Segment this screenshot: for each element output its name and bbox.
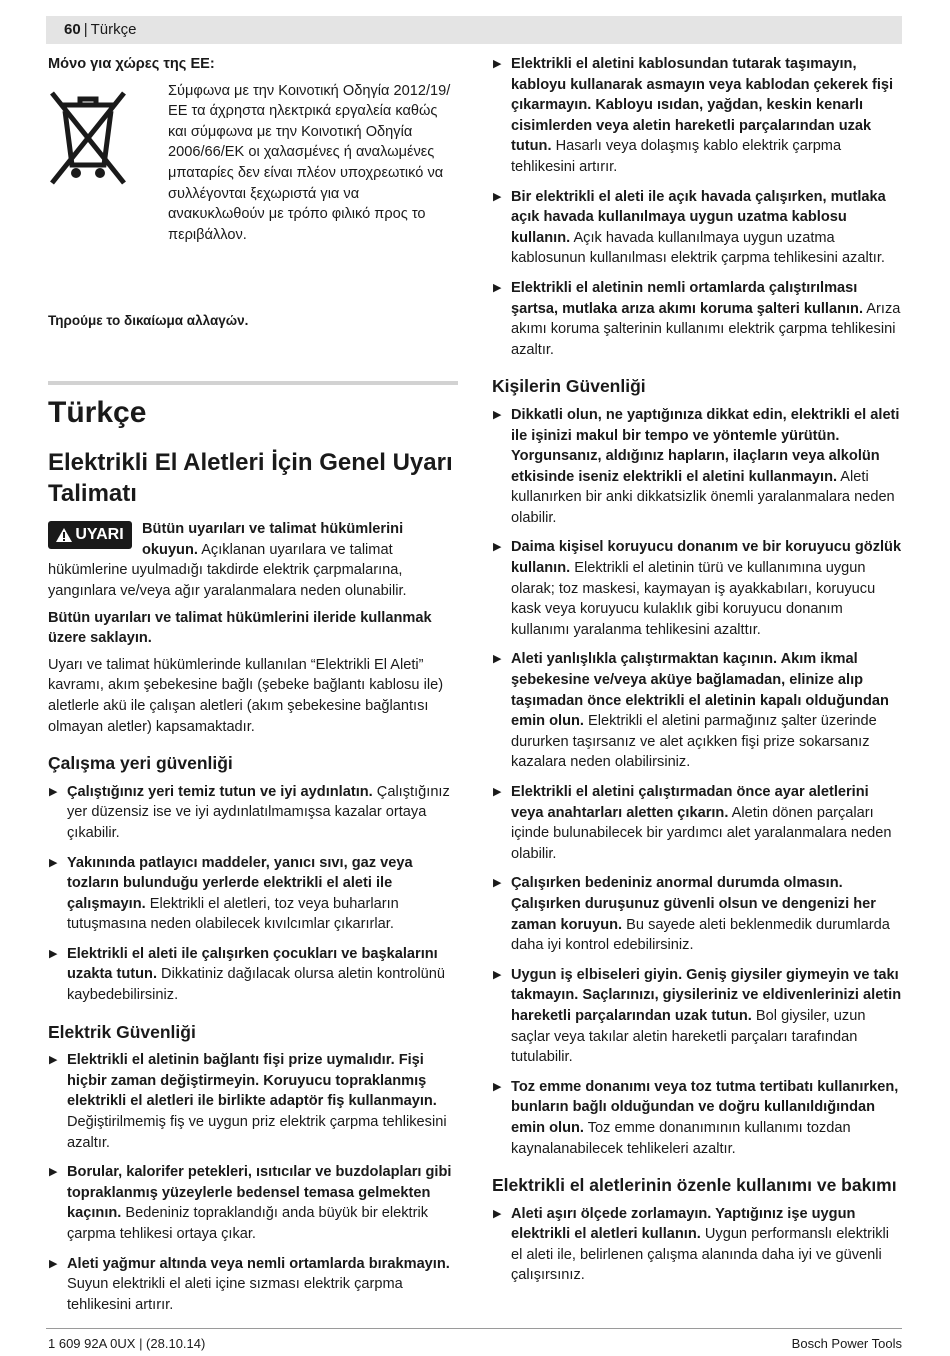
- personal-safety-heading: Kişilerin Güvenliği: [492, 376, 646, 397]
- item-bold: Elektrikli el aletini çalıştırmadan önce ayar aletlerini veya anahtarları aletten çıkarın.: [511, 784, 869, 821]
- bullet-arrow-icon: ▶: [49, 947, 58, 960]
- item-bold: Elektrikli el aletini kablosundan tutarak taşımayın, kabloyu kullanarak asmayın veya kablodan çekerek fişi çıkarmayın. Kabloyu ısıdan, yağdan, keskin kenarlı cisimlerden veya aletin hareketli parçalarından uzak tutun.: [511, 56, 894, 155]
- list-item: [48, 782, 458, 844]
- item-text: Aleti kullanırken bir anki dikkatsizlik önemli yaralanmalara neden olabilir.: [511, 468, 895, 526]
- item-text: Bu sayede aleti beklenmedik durumlarda daha iyi kontrol edebilirsiniz.: [511, 916, 890, 954]
- bullet-arrow-icon: ▶: [493, 58, 502, 70]
- list-item: [492, 873, 902, 955]
- item-bold: Borular, kalorifer petekleri, ısıtıcılar ve buzdolapları gibi topraklanmış yüzeylerle bedensel temasa gelmekten kaçının.: [67, 1164, 452, 1222]
- item-bold: Bir elektrikli el aleti ile açık havada çalışırken, mutlaka açık havada kullanılmaya uygun uzatma kablosu kullanın.: [511, 188, 886, 246]
- bullet-arrow-icon: ▶: [49, 856, 58, 869]
- list-item: [48, 944, 458, 1006]
- list-item: [48, 853, 458, 935]
- bullet-arrow-icon: ▶: [493, 190, 502, 203]
- item-bold: Aleti yanlışlıkla çalıştırmaktan kaçının. Akım ikmal şebekesine ve/veya aküye bağlamadan, elinize alıp taşımadan önce elektrikli el aletinin kapalı olduğundan emin olun.: [511, 651, 889, 730]
- crossed-out-bin-icon: [48, 83, 128, 193]
- electrical-list: [48, 1050, 458, 1315]
- list-item: [48, 1254, 458, 1316]
- item-text: Elektrikli el aletini parmağınız şalter üzerinde dururken taşırsanız ve alet açıkken fişi prize sokarsanız kazalara neden olabilirsiniz.: [511, 713, 877, 771]
- item-text: Bedeniniz topraklandığı anda büyük bir elektrik çarpma tehlikesi ortaya çıkar.: [67, 1205, 428, 1242]
- item-bold: Uygun iş elbiseleri giyin. Geniş giysiler giymeyin ve takı takmayın. Saçlarınızı, giysileriniz ve eldivenlerinizi aletin hareketli parçalarından uzak tutun.: [511, 966, 902, 1024]
- page-number: 60: [64, 21, 81, 38]
- item-bold: Elektrikli el aleti ile çalışırken çocukları ve başkalarını uzakta tutun.: [67, 945, 438, 983]
- definition-paragraph: Uyarı ve talimat hükümlerinde kullanılan “Elektrikli El Aleti” kavramı, akım şebekesine bağlı (şebeke bağlantı kablosu ile) aletlerle akü ile çalışan aletleri (akım şebekesine bağlantısı olmayan aletler) kapsamaktadır.: [48, 656, 444, 735]
- bullet-arrow-icon: ▶: [49, 1054, 58, 1067]
- item-text: Elektrikli el aletleri, toz veya buharların tutuşmasına neden olabilecek kıvılcımlar çıkarırlar.: [67, 895, 399, 933]
- bullet-arrow-icon: ▶: [493, 968, 502, 981]
- keep-instructions: Bütün uyarıları ve talimat hükümlerini ileride kullanmak üzere saklayın.: [48, 609, 432, 647]
- work-area-list: [48, 782, 458, 1006]
- list-item: [48, 1162, 458, 1244]
- work-area-heading: Çalışma yeri güvenliği: [48, 753, 233, 774]
- list-item: [492, 1204, 902, 1286]
- bullet-arrow-icon: ▶: [493, 786, 502, 798]
- tool-care-heading: Elektrikli el aletlerinin özenle kullanımı ve bakımı: [492, 1175, 897, 1196]
- section-divider: [48, 381, 458, 385]
- warning-text: Açıklanan uyarılara ve talimat hükümlerine uyulmadığı takdirde elektrik çarpmalarına, yangınlara ve/veya ağır yaralanmalara neden olunabilir.: [48, 541, 407, 599]
- item-text: Çalıştığınız yer düzensiz ise ve iyi aydınlatılmamışsa kazalar ortaya çıkabilir.: [67, 783, 450, 841]
- header-separator: |: [83, 21, 88, 38]
- item-text: Aletin dönen parçaları içinde bulunabilecek bir yardımcı alet yaralanmalara neden olabilir.: [511, 804, 892, 862]
- item-bold: Dikkatli olun, ne yaptığınıza dikkat edin, elektrikli el aleti ile işinizi makul bir tempo ve yöntemle yürütün. Yorgunsanız, aldığınız hapların, ilaçların veya alkolün etkisinde iseniz elektrikli el aletini kullanmayın.: [511, 406, 900, 485]
- list-item: [492, 965, 902, 1068]
- language-title: Türkçe: [48, 396, 147, 430]
- item-bold: Daima kişisel koruyucu donanım ve bir koruyucu gözlük kullanın.: [511, 539, 902, 577]
- item-text: Toz emme donanımının kullanımı tozdan kaynalanabilecek tehlikeleri azaltır.: [511, 1119, 851, 1157]
- item-text: Değiştirilmemiş fiş ve uygun priz elektrik çarpma tehlikesini azaltır.: [67, 1114, 447, 1151]
- personal-safety-list: [492, 405, 902, 1159]
- item-text: Suyun elektrikli el aleti içine sızması elektrik çarpma tehlikesini artırır.: [67, 1276, 403, 1313]
- bullet-arrow-icon: ▶: [493, 408, 502, 421]
- list-item: [492, 649, 902, 773]
- item-bold: Elektrikli el aletinin nemli ortamlarda çalıştırılması şartsa, mutlaka arıza akımı koruma şalteri kullanın.: [511, 279, 864, 317]
- weee-text: Σύμφωνα με την Κοινοτική Οδηγία 2012/19/ΕΕ τα άχρηστα ηλεκτρικά εργαλεία καθώς και σύμφωνα με την Κοινοτική Οδηγία 2006/66/ΕΚ οι χαλασμένες ή αναλωμένες μπαταρίες δεν είναι πλέον υποχρεωτικό να συλλέγονται ξεχωριστά για να ανακυκλωθούν με τρόπο φιλικό προς το περιβάλλον.: [168, 82, 451, 243]
- bullet-arrow-icon: ▶: [493, 877, 502, 890]
- page-header: [46, 16, 902, 44]
- rights-reserved-note: Τηρούμε το δικαίωμα αλλαγών.: [48, 312, 249, 328]
- item-bold: Aleti yağmur altında veya nemli ortamlarda bırakmayın.: [67, 1255, 450, 1272]
- item-text: Hasarlı veya dolaşmış kablo elektrik çarpma tehlikesini artırır.: [511, 138, 842, 175]
- list-item: [492, 537, 902, 640]
- list-item: [48, 1050, 458, 1153]
- item-text: Elektrikli el aletinin türü ve kullanımına uygun olarak; toz maskesi, kaymayan iş ayakkabıları, koruyucu kask veya koruyucu kulaklık gibi koruyucu donanım kullanımı yaralanma tehlikesini azalttır.: [511, 560, 876, 638]
- list-item: [492, 1077, 902, 1159]
- list-item: [492, 54, 902, 178]
- footer-divider: [46, 1328, 902, 1329]
- item-text: Uygun performanslı elektrikli el aleti ile, belirlenen çalışma alanında daha iyi ve güvenli çalışırsınız.: [511, 1226, 889, 1284]
- warning-bold: Bütün uyarıları ve talimat hükümlerini okuyun.: [142, 521, 404, 558]
- item-bold: Yakınında patlayıcı maddeler, yanıcı sıvı, gaz veya tozların bulunduğu yerlerde elektrikli el aleti ile çalışmayın.: [67, 854, 413, 912]
- warning-triangle-icon: [56, 528, 72, 542]
- footer-doc-code: 1 609 92A 0UX | (28.10.14): [48, 1336, 206, 1351]
- bullet-arrow-icon: ▶: [49, 1166, 58, 1179]
- bullet-arrow-icon: ▶: [49, 1257, 58, 1270]
- list-item: [492, 782, 902, 864]
- item-bold: Toz emme donanımı veya toz tutma tertibatı kullanırken, bunların bağlı olduğundan ve doğru kullanıldığından emin olun.: [511, 1078, 899, 1136]
- left-column: [48, 54, 458, 1324]
- footer-brand: Bosch Power Tools: [791, 1336, 902, 1351]
- section-title: Elektrikli El Aletleri İçin Genel Uyarı Talimatı: [48, 449, 453, 508]
- item-text: Dikkatiniz dağılacak olursa aletin kontrolünü kaybedebilirsiniz.: [67, 966, 445, 1004]
- bullet-arrow-icon: ▶: [493, 1207, 502, 1220]
- weee-notice: [48, 81, 458, 281]
- electrical-list-continued: [492, 54, 902, 360]
- item-bold: Çalışırken bedeniniz anormal durumda olmasın. Çalışırken duruşunuz güvenli olsun ve dengenizi her zaman koruyun.: [511, 875, 876, 933]
- item-text: Açık havada kullanılmaya uygun uzatma kablosunun kullanılması elektrik çarpma tehlikesini azaltır.: [511, 229, 885, 267]
- header-language: Türkçe: [90, 21, 137, 38]
- right-column: [492, 54, 902, 1295]
- item-bold: Çalıştığınız yeri temiz tutun ve iyi aydınlatın.: [67, 783, 373, 800]
- eu-only-heading: Μόνο για χώρες της ΕΕ:: [48, 56, 215, 72]
- electrical-heading: Elektrik Güvenliği: [48, 1021, 196, 1042]
- list-item: [492, 187, 902, 269]
- list-item: [492, 278, 902, 360]
- item-bold: Aleti aşırı ölçede zorlamayın. Yaptığınız işe uygun elektrikli el aletleri kullanın.: [511, 1205, 856, 1243]
- bullet-arrow-icon: ▶: [493, 541, 502, 554]
- warning-badge-label: UYARI: [75, 526, 124, 544]
- bullet-arrow-icon: ▶: [493, 653, 502, 666]
- warning-badge: [48, 521, 132, 549]
- bullet-arrow-icon: ▶: [493, 281, 502, 294]
- bullet-arrow-icon: ▶: [49, 785, 58, 798]
- tool-care-list: [492, 1204, 902, 1286]
- item-text: Arıza akımı koruma şalterinin kullanımı elektrik çarpma tehlikesini azaltır.: [511, 300, 901, 358]
- list-item: [492, 405, 902, 529]
- item-bold: Elektrikli el aletinin bağlantı fişi prize uymalıdır. Fişi hiçbir zaman değiştirmeyin. Koruyucu topraklanmış elektrikli el aletleri ile birlikte adaptör fiş kullanmayın.: [67, 1052, 437, 1110]
- item-text: Bol giysiler, uzun saçlar veya takılar aletin hareketli parçaları tarafından tutulabilir.: [511, 1007, 866, 1066]
- warning-paragraph: [48, 519, 458, 601]
- bullet-arrow-icon: ▶: [493, 1080, 502, 1093]
